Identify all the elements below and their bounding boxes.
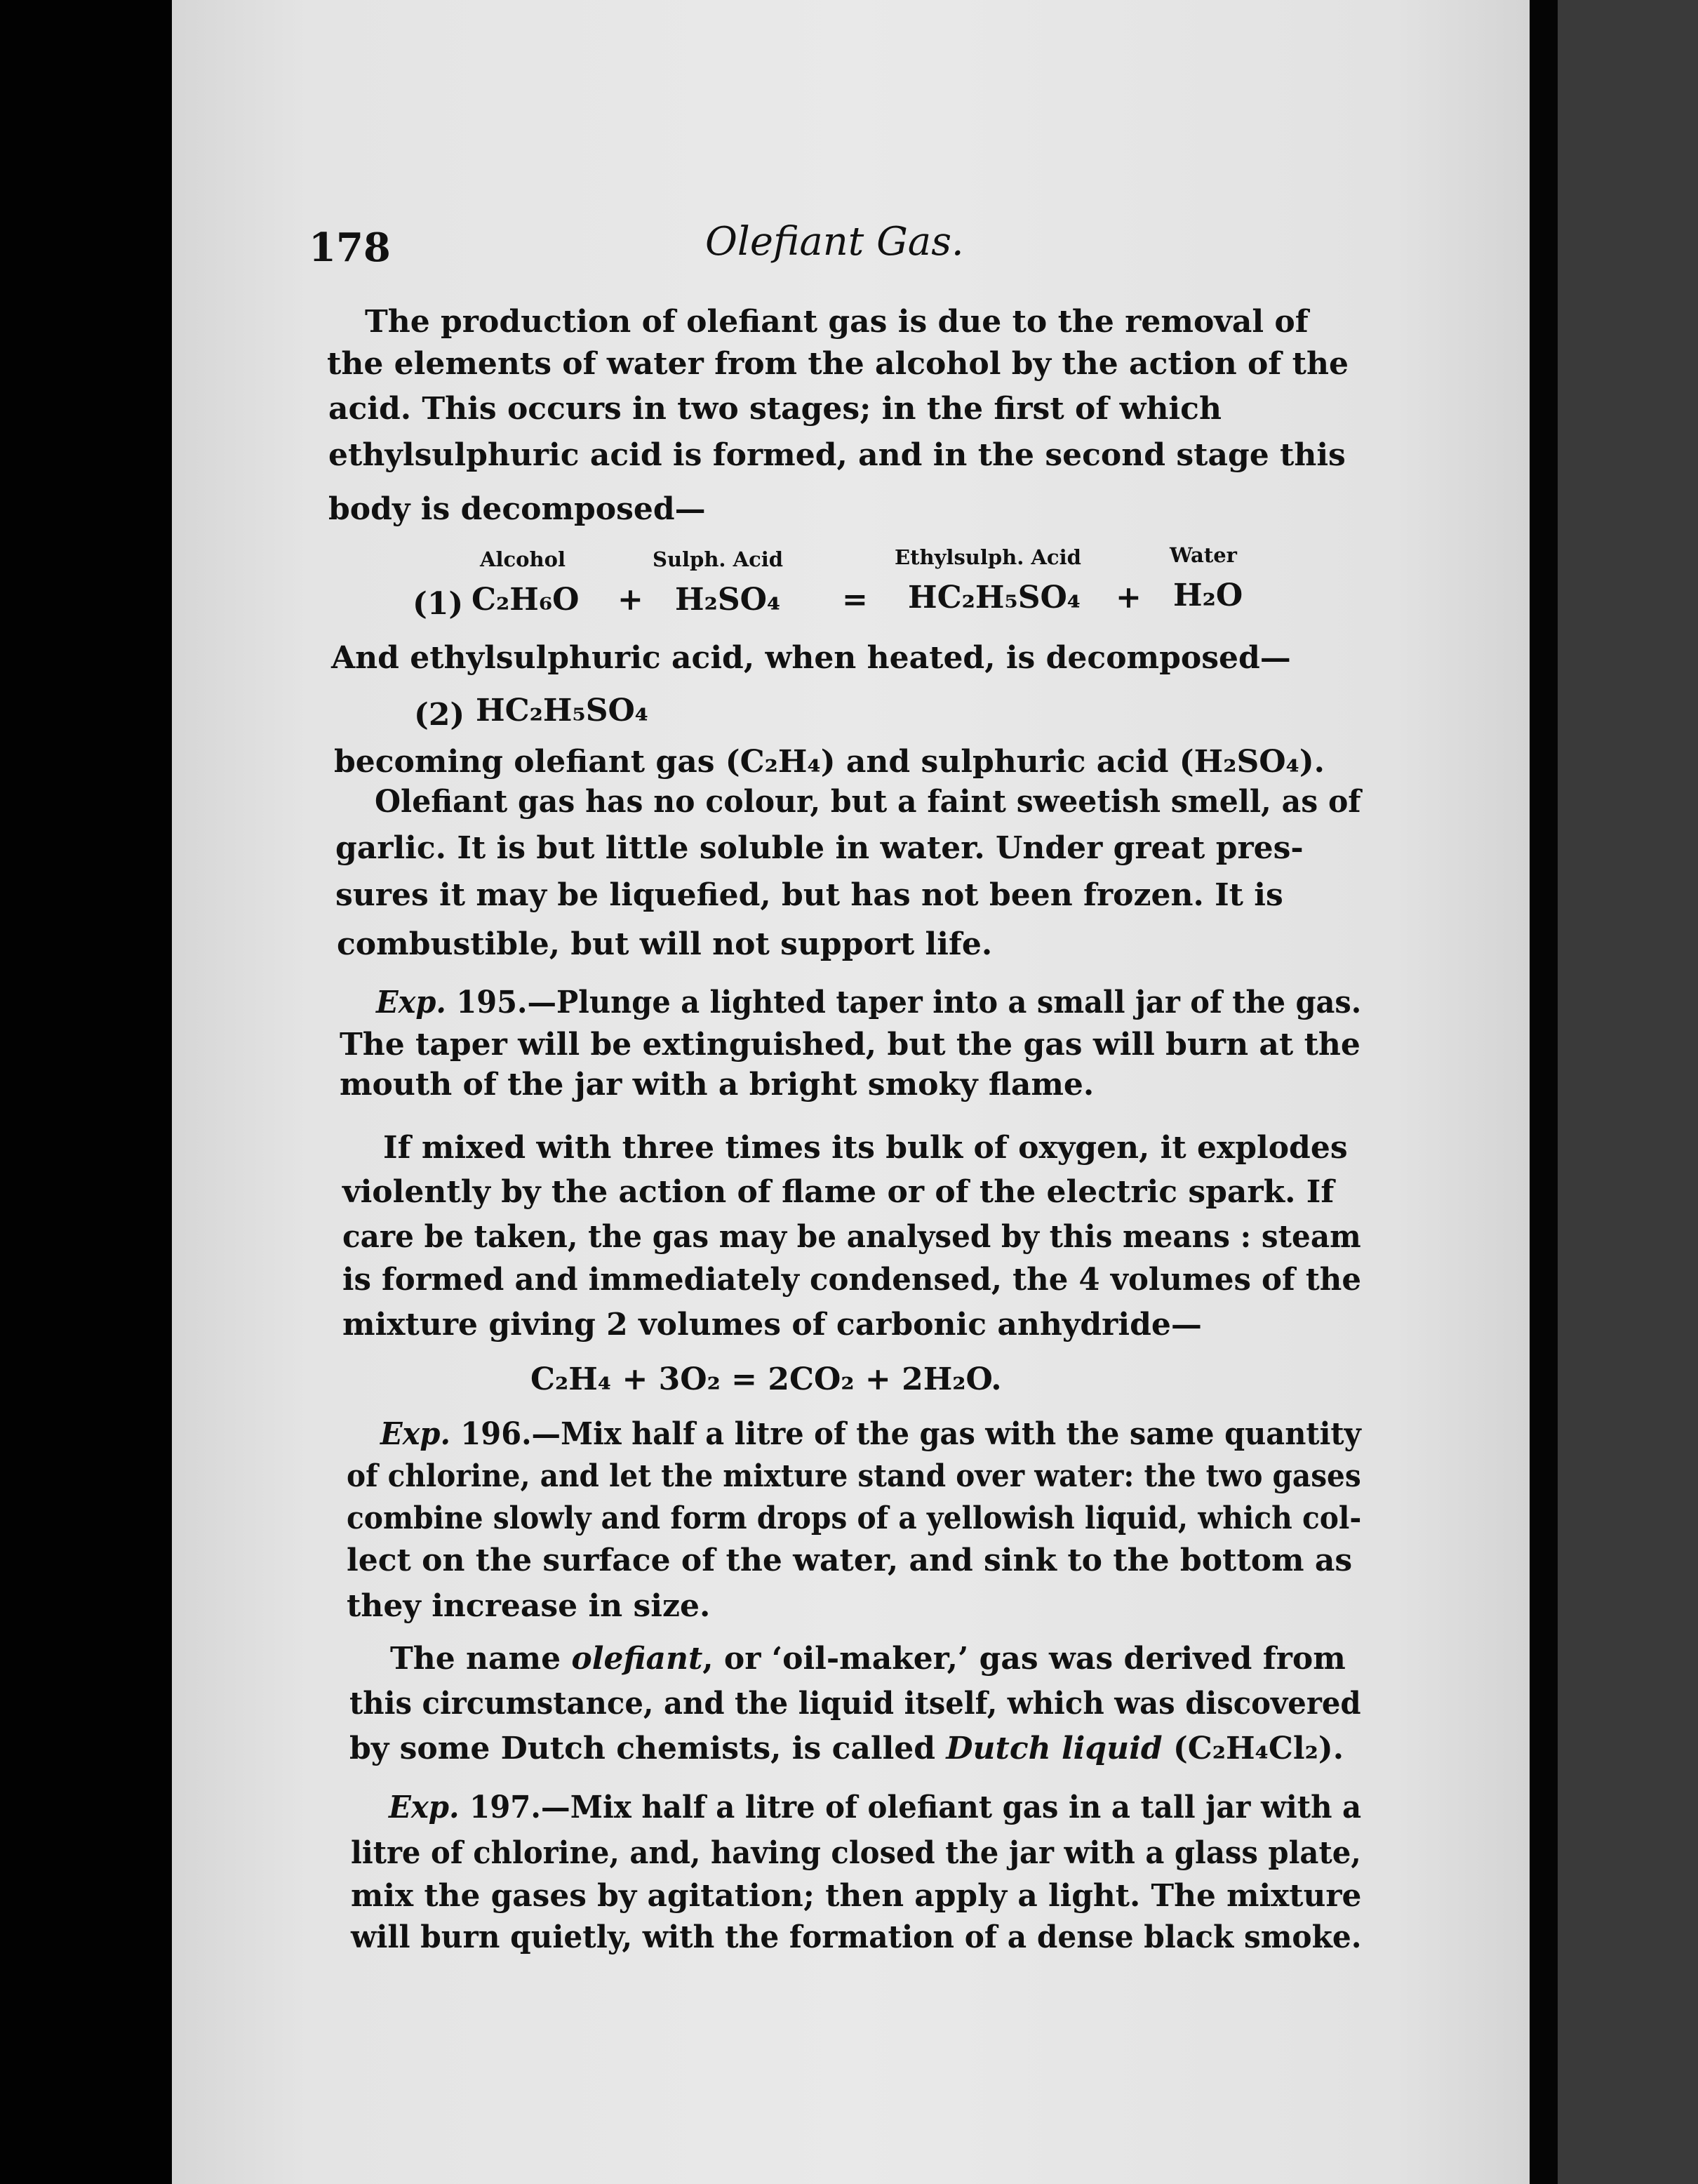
eq1-plus: +	[617, 582, 643, 618]
para3-line: becoming olefiant gas (C₂H₄) and sulphuric acid (H₂SO₄).	[334, 744, 1325, 780]
para6-italic-olefiant: olefiant	[571, 1641, 703, 1677]
exp196-line: of chlorine, and let the mixture stand over water: the two gases	[347, 1458, 1361, 1494]
running-head: Olefiant Gas.	[705, 219, 964, 265]
exp197-line: mix the gases by agitation; then apply a light. The mixture	[351, 1878, 1362, 1914]
para4-line: Olefiant gas has no colour, but a faint sweetish smell, as of	[375, 784, 1361, 820]
scan-gutter	[1530, 0, 1558, 2184]
eq1-ethylsulphuric-acid: HC₂H₅SO₄	[908, 580, 1081, 615]
para6-text: The name	[390, 1641, 572, 1677]
para4-line: sures it may be liquefied, but has not been frozen. It is	[335, 877, 1283, 913]
exp196-line: combine slowly and form drops of a yellowish liquid, which col-	[347, 1500, 1362, 1536]
eq1-number: (1)	[413, 586, 464, 622]
para4-line: garlic. It is but little soluble in water. Under great pres-	[335, 830, 1304, 866]
eq1-label-water: Water	[1170, 543, 1237, 567]
page-number: 178	[309, 225, 391, 271]
para6-line: this circumstance, and the liquid itself, which was discovered	[349, 1686, 1361, 1722]
exp196-text: 196.—Mix half a litre of the gas with the same quantity	[450, 1416, 1361, 1452]
para1-line: ethylsulphuric acid is formed, and in the second stage this	[328, 437, 1346, 473]
eq1-plus: +	[1116, 580, 1142, 615]
para1-line: body is decomposed—	[328, 491, 706, 527]
exp-label: Exp.	[376, 985, 446, 1020]
exp-label: Exp.	[380, 1416, 450, 1452]
para5-line: If mixed with three times its bulk of oxygen, it explodes	[383, 1130, 1348, 1166]
para5-line: violently by the action of flame or of the electric spark. If	[342, 1174, 1335, 1210]
para1-line: The production of olefiant gas is due to the removal of	[365, 304, 1309, 340]
para6-line1	[390, 1641, 1346, 1677]
para5-line: care be taken, the gas may be analysed by this means : steam	[342, 1219, 1361, 1255]
adjacent-page-edge	[1558, 0, 1698, 2184]
para1-line: acid. This occurs in two stages; in the first of which	[328, 391, 1222, 427]
eq1-label-sulph-acid: Sulph. Acid	[653, 547, 784, 571]
exp197-text: 197.—Mix half a litre of olefiant gas in a tall jar with a	[459, 1790, 1362, 1825]
para6-line3	[349, 1731, 1344, 1766]
exp195-line1	[376, 985, 1361, 1020]
para5-line: mixture giving 2 volumes of carbonic anhydride—	[342, 1307, 1202, 1343]
exp195-text: 195.—Plunge a lighted taper into a small jar of the gas.	[446, 985, 1362, 1020]
eq2-formula: HC₂H₅SO₄	[476, 693, 649, 728]
para6-text: (C₂H₄Cl₂).	[1162, 1731, 1344, 1766]
para6-italic-dutch-liquid: Dutch liquid	[946, 1731, 1163, 1766]
para4-line: combustible, but will not support life.	[337, 926, 993, 962]
exp197-line1	[389, 1790, 1361, 1825]
exp195-line: The taper will be extinguished, but the gas will burn at the	[340, 1027, 1361, 1063]
eq1-alcohol: C₂H₆O	[472, 582, 580, 618]
exp196-line: they increase in size.	[347, 1588, 711, 1624]
eq1-label-ethylsulph-acid: Ethylsulph. Acid	[895, 545, 1081, 569]
eq3-combustion: C₂H₄ + 3O₂ = 2CO₂ + 2H₂O.	[530, 1361, 1002, 1397]
exp196-line1	[380, 1416, 1361, 1452]
eq2-number: (2)	[414, 697, 465, 733]
eq1-equals: =	[842, 582, 868, 618]
exp196-line: lect on the surface of the water, and sink to the bottom as	[347, 1543, 1353, 1578]
para1-line: the elements of water from the alcohol by the action of the	[327, 346, 1349, 382]
exp-label: Exp.	[389, 1790, 460, 1825]
eq1-label-alcohol: Alcohol	[480, 547, 566, 571]
exp197-line: will burn quietly, with the formation of a dense black smoke.	[351, 1919, 1362, 1955]
scan-border-left	[0, 0, 172, 2184]
exp197-line: litre of chlorine, and, having closed the jar with a glass plate,	[351, 1835, 1361, 1871]
exp195-line: mouth of the jar with a bright smoky flame.	[340, 1067, 1095, 1103]
para5-line: is formed and immediately condensed, the 4 volumes of the	[342, 1262, 1361, 1298]
para2-line: And ethylsulphuric acid, when heated, is decomposed—	[331, 640, 1291, 676]
eq1-sulphuric-acid: H₂SO₄	[675, 582, 781, 618]
para6-text: , or ‘oil-maker,’ gas was derived from	[702, 1641, 1346, 1677]
para6-text: by some Dutch chemists, is called	[349, 1731, 947, 1766]
eq1-water: H₂O	[1173, 578, 1243, 613]
